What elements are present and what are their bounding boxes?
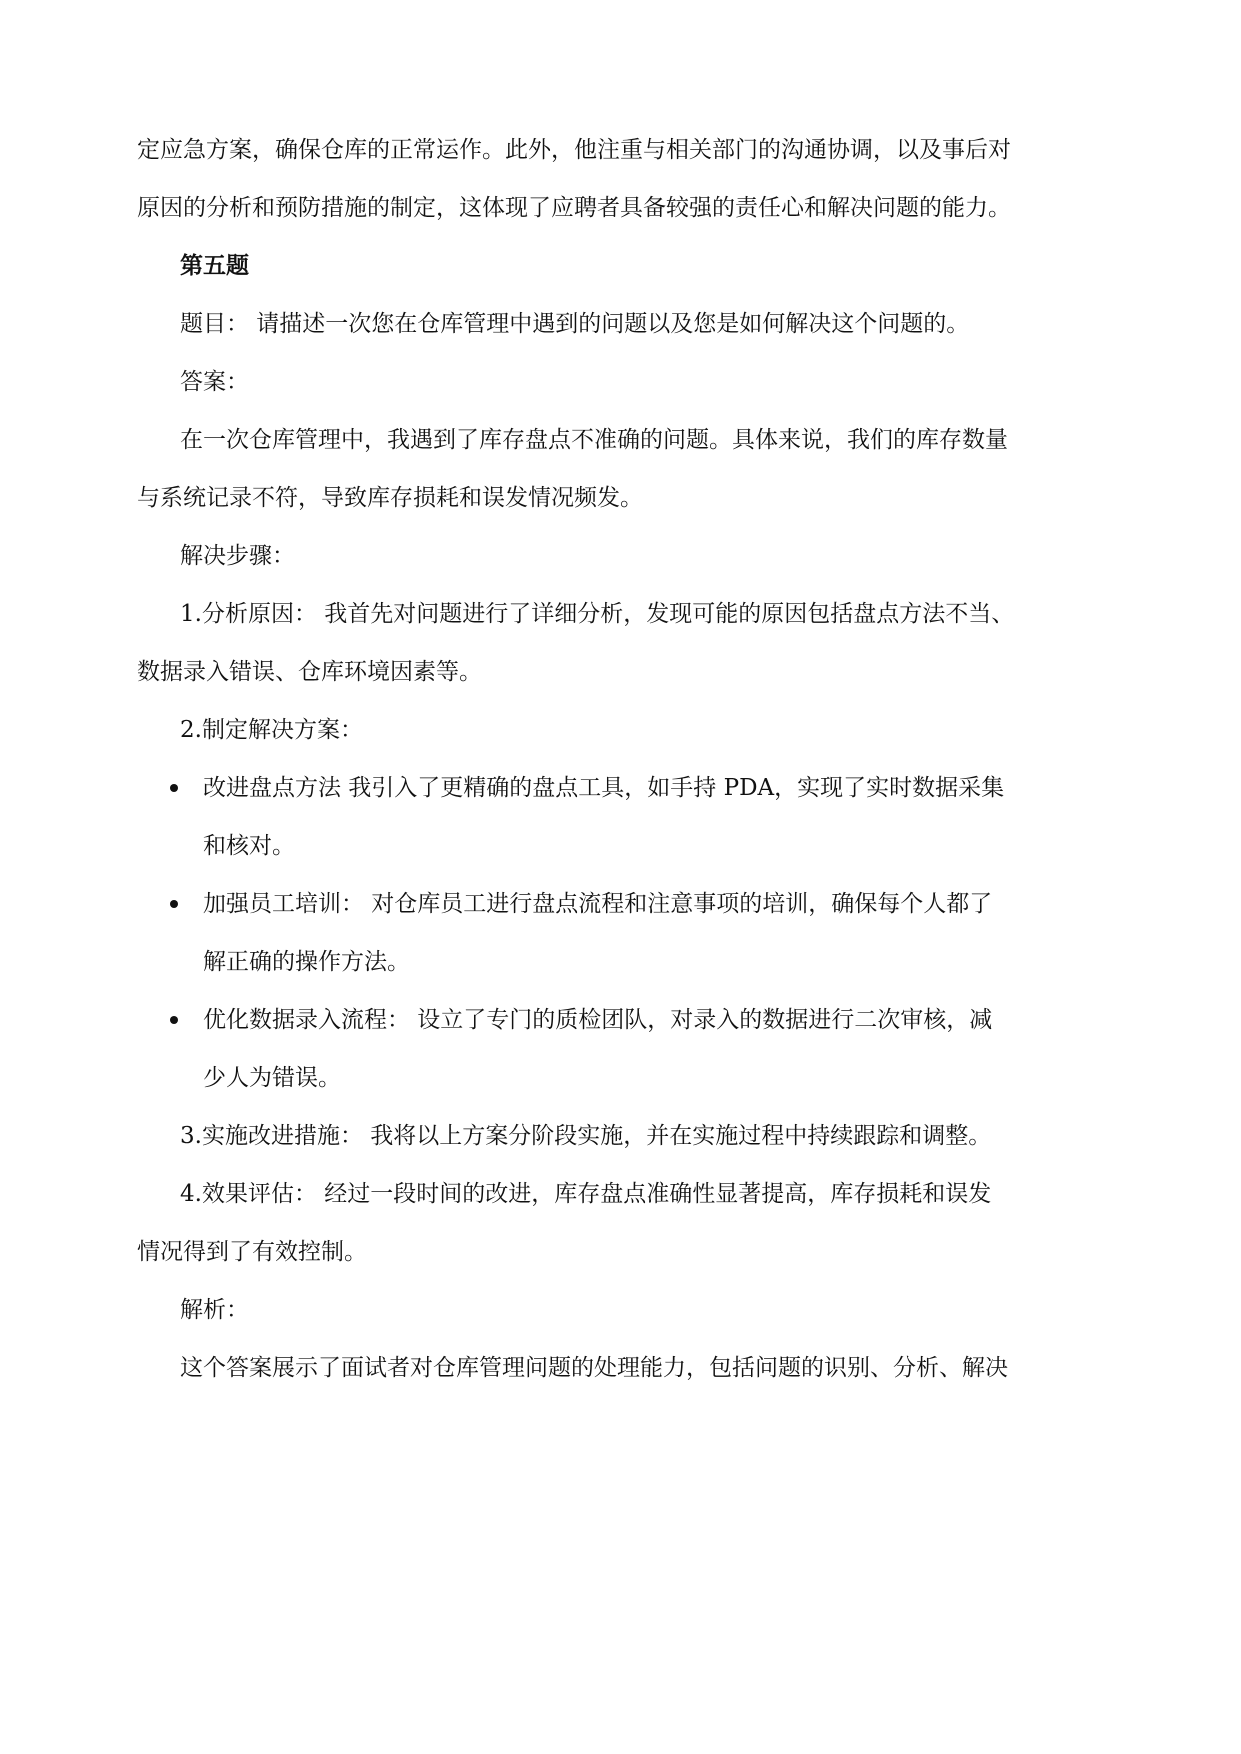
step-item: 2.制定解决方案： [180, 717, 363, 743]
step-item-continuation: 数据录入错误、仓库环境因素等。 [137, 659, 482, 685]
bullet-icon [170, 900, 178, 908]
bullet-item-continuation: 解正确的操作方法。 [203, 949, 410, 975]
step-item: 4.效果评估： 经过一段时间的改进，库存盘点准确性显著提高，库存损耗和误发 [180, 1181, 992, 1207]
bullet-item-continuation: 和核对。 [203, 833, 295, 859]
answer-label: 答案： [180, 369, 249, 395]
analysis-label: 解析： [180, 1297, 249, 1323]
paragraph-line: 这个答案展示了面试者对仓库管理问题的处理能力，包括问题的识别、分析、解决 [180, 1355, 1008, 1381]
paragraph-line: 原因的分析和预防措施的制定，这体现了应聘者具备较强的责任心和解决问题的能力。 [137, 195, 1011, 221]
bullet-item: 加强员工培训： 对仓库员工进行盘点流程和注意事项的培训，确保每个人都了 [203, 891, 993, 917]
paragraph-line: 定应急方案，确保仓库的正常运作。此外，他注重与相关部门的沟通协调，以及事后对 [137, 137, 1011, 163]
steps-label: 解决步骤： [180, 543, 295, 569]
step-item: 3.实施改进措施： 我将以上方案分阶段实施，并在实施过程中持续跟踪和调整。 [180, 1123, 992, 1149]
question-line: 题目： 请描述一次您在仓库管理中遇到的问题以及您是如何解决这个问题的。 [180, 311, 970, 337]
paragraph-line: 在一次仓库管理中，我遇到了库存盘点不准确的问题。具体来说，我们的库存数量 [180, 427, 1008, 453]
bullet-item: 优化数据录入流程： 设立了专门的质检团队，对录入的数据进行二次审核，减 [203, 1007, 993, 1033]
section-heading: 第五题 [180, 253, 249, 279]
bullet-icon [170, 784, 178, 792]
bullet-icon [170, 1016, 178, 1024]
bullet-item: 改进盘点方法 我引入了更精确的盘点工具，如手持 PDA，实现了实时数据采集 [203, 775, 1005, 801]
bullet-item-continuation: 少人为错误。 [203, 1065, 341, 1091]
step-item-continuation: 情况得到了有效控制。 [137, 1239, 367, 1265]
step-item: 1.分析原因： 我首先对问题进行了详细分析，发现可能的原因包括盘点方法不当、 [180, 601, 1015, 627]
paragraph-line: 与系统记录不符，导致库存损耗和误发情况频发。 [137, 485, 643, 511]
